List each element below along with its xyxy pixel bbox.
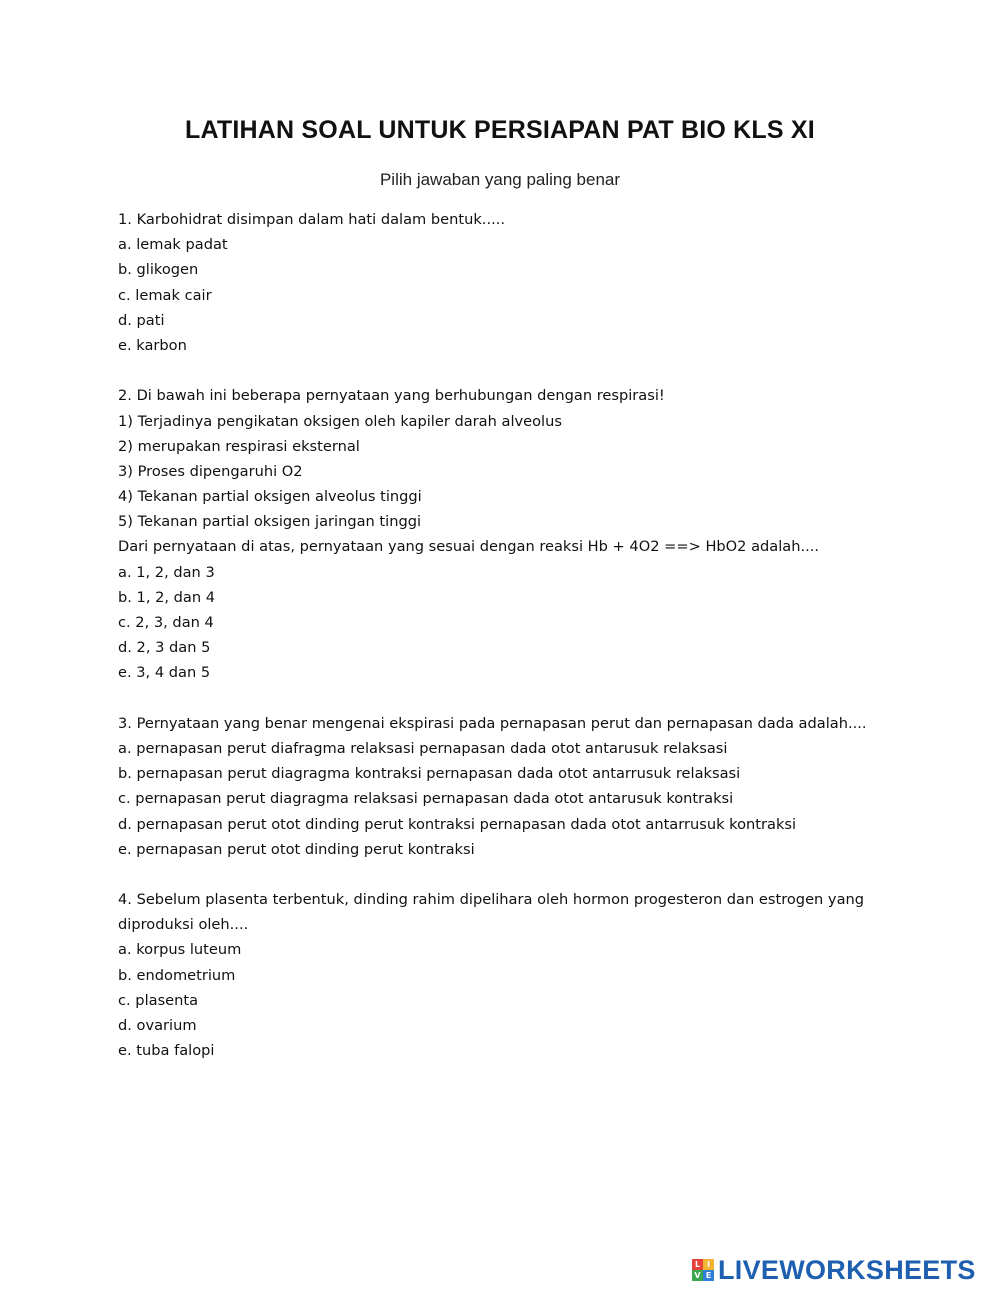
answer-option: e. karbon	[118, 336, 187, 354]
answer-option: c. plasenta	[118, 991, 199, 1009]
logo-letter-l: L	[692, 1259, 703, 1270]
question-3	[118, 711, 918, 862]
answer-option: b. glikogen	[118, 261, 199, 279]
question-1	[118, 207, 918, 358]
logo-letter-e: E	[703, 1270, 714, 1281]
page-title: LATIHAN SOAL UNTUK PERSIAPAN PAT BIO KLS XI	[185, 116, 815, 144]
answer-option: e. tuba falopi	[118, 1042, 215, 1060]
question-text: 3. Pernyataan yang benar mengenai ekspirasi pada pernapasan perut dan pernapasan dada adalah....	[118, 714, 867, 732]
answer-option: a. korpus luteum	[118, 941, 242, 959]
question-text: 4. Sebelum plasenta terbentuk, dinding rahim dipelihara oleh hormon progesteron dan estrogen yang	[118, 891, 865, 909]
answer-option: a. 1, 2, dan 3	[118, 563, 215, 581]
page-subtitle: Pilih jawaban yang paling benar	[379, 170, 621, 189]
question-text: 2. Di bawah ini beberapa pernyataan yang berhubungan dengan respirasi!	[118, 387, 665, 405]
question-text: 4) Tekanan partial oksigen alveolus tinggi	[118, 488, 422, 506]
logo-letter-v: V	[692, 1270, 703, 1281]
answer-option: b. pernapasan perut diagragma kontraksi pernapasan dada otot antarrusuk relaksasi	[118, 765, 741, 783]
answer-option: e. 3, 4 dan 5	[118, 664, 211, 682]
brand-name: LIVEWORKSHEETS	[718, 1254, 976, 1285]
answer-option: a. pernapasan perut diafragma relaksasi pernapasan dada otot antarusuk relaksasi	[118, 739, 728, 757]
answer-option: b. endometrium	[118, 966, 236, 984]
question-text: 5) Tekanan partial oksigen jaringan tinggi	[118, 513, 422, 531]
liveworksheets-brand	[692, 1253, 976, 1287]
answer-option: e. pernapasan perut otot dinding perut kontraksi	[118, 840, 475, 858]
question-list	[118, 207, 918, 1089]
question-text: 2) merupakan respirasi eksternal	[118, 437, 360, 455]
answer-option: d. 2, 3 dan 5	[118, 639, 211, 657]
logo-letter-i: I	[703, 1259, 714, 1270]
answer-option: d. pati	[118, 311, 165, 329]
question-4	[118, 887, 918, 1063]
liveworksheets-logo-icon	[692, 1259, 714, 1281]
question-text: 3) Proses dipengaruhi O2	[118, 462, 303, 480]
answer-option: d. pernapasan perut otot dinding perut kontraksi pernapasan dada otot antarrusuk kontraksi	[118, 815, 797, 833]
answer-option: c. 2, 3, dan 4	[118, 614, 214, 631]
answer-option: a. lemak padat	[118, 236, 228, 254]
question-2	[118, 383, 918, 685]
question-text: Dari pernyataan di atas, pernyataan yang sesuai dengan reaksi Hb + 4O2 ==> HbO2 adalah....	[118, 538, 820, 556]
answer-option: b. 1, 2, dan 4	[118, 588, 216, 606]
question-text: 1) Terjadinya pengikatan oksigen oleh kapiler darah alveolus	[118, 412, 562, 430]
answer-option: c. lemak cair	[118, 286, 212, 304]
answer-option: d. ovarium	[118, 1017, 197, 1034]
answer-option: c. pernapasan perut diagragma relaksasi pernapasan dada otot antarusuk kontraksi	[118, 790, 734, 808]
question-text: diproduksi oleh....	[118, 916, 249, 934]
question-text: 1. Karbohidrat disimpan dalam hati dalam bentuk.....	[118, 211, 506, 228]
